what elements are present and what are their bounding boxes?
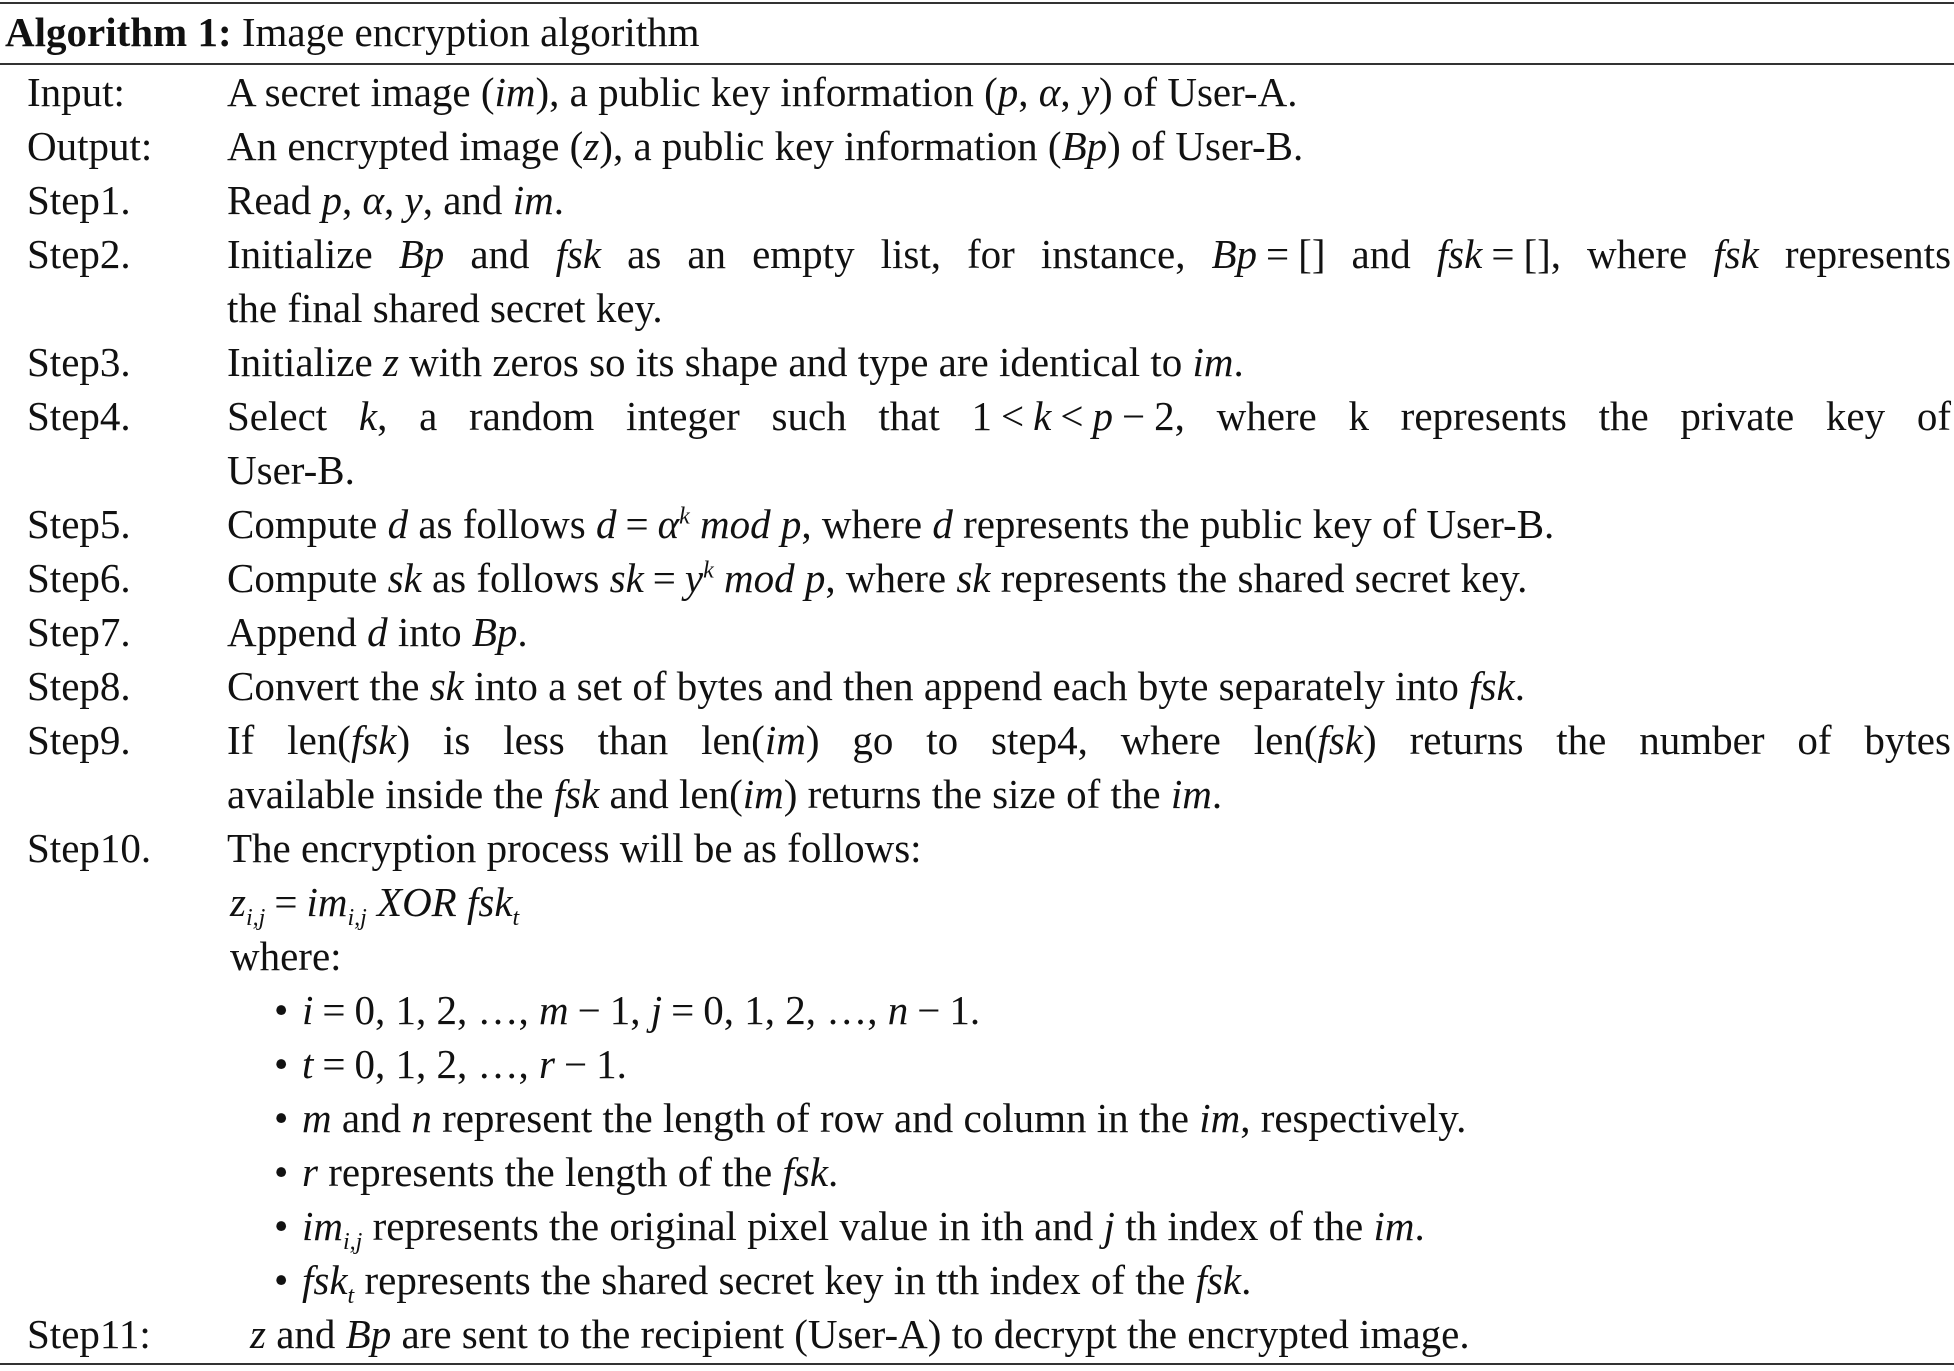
- row-label-step11: Step11:: [27, 1311, 151, 1357]
- row-text-step9-line2: available inside the fsk and len(im) returns the size of the im.: [227, 771, 1223, 817]
- row-text-step5: Compute d as follows $d = \alpha^k$ mod p, where d represents the public key of User-B.: [227, 501, 1555, 547]
- bullet-m-n: • m and n represent the length of row and column in the im, respectively.: [302, 1091, 1466, 1145]
- bullet-index-ranges: • i = 0, 1, 2, …, m − 1, j = 0, 1, 2, …, n − 1.: [302, 983, 980, 1037]
- row-label-step2: Step2.: [27, 231, 131, 277]
- bullet-t-range: • t = 0, 1, 2, …, r − 1.: [302, 1037, 627, 1091]
- encryption-formula: $z_{i,j} = im_{i,j}$ XOR fsk$_t$: [230, 879, 520, 932]
- row-text-step1: Read p, α, y, and im.: [227, 177, 564, 223]
- row-text-step7: Append d into Bp.: [227, 609, 528, 655]
- row-text-output: An encrypted image (z), a public key information (Bp) of User-B.: [227, 123, 1304, 169]
- row-text-step2-line1: Initialize Bp and fsk as an empty list, for instance, Bp = [] and fsk = [], where fsk represents: [227, 231, 1952, 277]
- row-label-output: Output:: [27, 123, 153, 169]
- row-label-step8: Step8.: [27, 663, 131, 709]
- bullet-fsk-t: • fsk$_t$ represents the shared secret key in tth index of the fsk.: [302, 1253, 1251, 1307]
- row-text-step8: Convert the sk into a set of bytes and then append each byte separately into fsk.: [227, 663, 1525, 709]
- row-label-step10: Step10.: [27, 825, 152, 871]
- row-text-step9-line1: If len(fsk) is less than len(im) go to step4, where len(fsk) returns the number of bytes: [227, 717, 1951, 763]
- row-text-step4-line1: Select k, a random integer such that 1 < k < p − 2, where k represents the private key of: [227, 393, 1951, 439]
- row-label-input: Input:: [27, 69, 125, 115]
- caption-label: Algorithm 1:: [5, 9, 232, 55]
- algorithm-caption: [5, 5, 700, 59]
- top-rule: [0, 2, 1954, 4]
- row-text-step2-line2: the final shared secret key.: [227, 285, 663, 331]
- row-label-step7: Step7.: [27, 609, 131, 655]
- row-label-step6: Step6.: [27, 555, 131, 601]
- caption-title: Image encryption algorithm: [241, 9, 700, 55]
- row-text-step4-line2: User-B.: [227, 447, 355, 493]
- row-text-step3: Initialize z with zeros so its shape and type are identical to im.: [227, 339, 1244, 385]
- row-label-step4: Step4.: [27, 393, 131, 439]
- where-label: where:: [230, 933, 342, 979]
- row-label-step9: Step9.: [27, 717, 131, 763]
- bullet-im-ij: • $im_{i,j}$ represents the original pixel value in ith and j th index of the im.: [302, 1199, 1425, 1253]
- row-text-step10: The encryption process will be as follows:: [227, 825, 922, 871]
- row-label-step3: Step3.: [27, 339, 131, 385]
- row-label-step5: Step5.: [27, 501, 131, 547]
- row-label-step1: Step1.: [27, 177, 131, 223]
- bottom-rule: [0, 1363, 1954, 1365]
- row-text-step11: z and Bp are sent to the recipient (User-A) to decrypt the encrypted image.: [250, 1311, 1470, 1357]
- row-text-input: A secret image (im), a public key information (p, α, y) of User-A.: [227, 69, 1298, 115]
- row-text-step6: Compute sk as follows sk = $y^k$ mod p, where sk represents the shared secret key.: [227, 555, 1528, 601]
- bullet-r: • r represents the length of the fsk.: [302, 1145, 838, 1199]
